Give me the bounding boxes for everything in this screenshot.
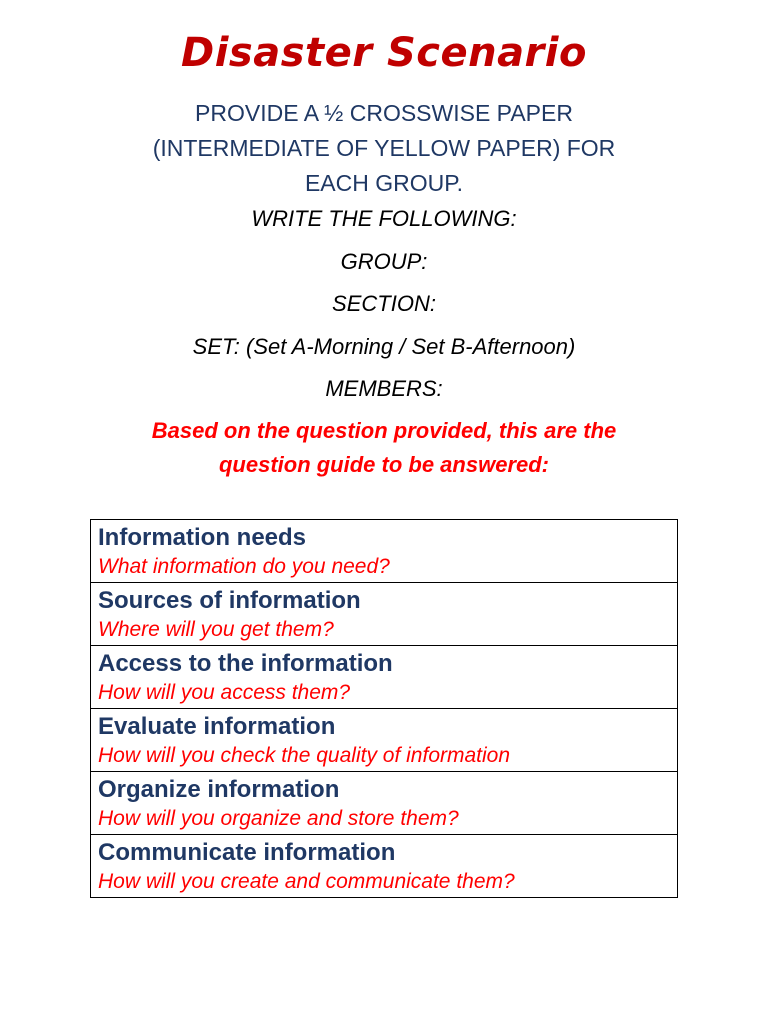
write-following-label: WRITE THE FOLLOWING: — [251, 206, 517, 231]
row-question: How will you access them? — [98, 681, 351, 704]
table-cell — [91, 835, 678, 898]
guide-line: question guide to be answered: — [218, 452, 550, 477]
provide-line: PROVIDE A ½ CROSSWISE PAPER — [195, 100, 573, 126]
row-question: What information do you need? — [98, 555, 390, 578]
members-field-label: MEMBERS: — [325, 376, 443, 401]
row-question: How will you create and communicate them? — [98, 870, 515, 893]
table-row — [91, 709, 678, 772]
table-cell — [91, 520, 678, 583]
row-heading: Communicate information — [98, 839, 396, 866]
table-cell — [91, 646, 678, 709]
row-heading: Information needs — [98, 524, 307, 551]
row-question: How will you check the quality of information — [98, 744, 511, 767]
row-question: How will you organize and store them? — [98, 807, 459, 830]
row-heading: Access to the information — [98, 650, 393, 677]
table-row — [91, 520, 678, 583]
table-row — [91, 646, 678, 709]
table-row — [91, 835, 678, 898]
row-heading: Sources of information — [98, 587, 361, 614]
page-title: Disaster Scenario — [181, 30, 587, 76]
row-question: Where will you get them? — [98, 618, 334, 641]
provide-instructions — [80, 96, 688, 201]
provide-line: (INTERMEDIATE OF YELLOW PAPER) FOR — [152, 135, 616, 161]
table-row — [91, 583, 678, 646]
table-row — [91, 772, 678, 835]
section-field-label: SECTION: — [332, 291, 436, 316]
row-heading: Organize information — [98, 776, 340, 803]
row-heading: Evaluate information — [98, 713, 336, 740]
set-field-label: SET: (Set A-Morning / Set B-Afternoon) — [192, 334, 576, 359]
group-field-label: GROUP: — [340, 249, 428, 274]
table-cell — [91, 709, 678, 772]
table-cell — [91, 583, 678, 646]
provide-line: EACH GROUP. — [304, 170, 464, 196]
question-guide-intro — [80, 414, 688, 482]
guide-line: Based on the question provided, this are the — [151, 418, 617, 443]
question-guide-table — [90, 519, 678, 898]
table-cell — [91, 772, 678, 835]
